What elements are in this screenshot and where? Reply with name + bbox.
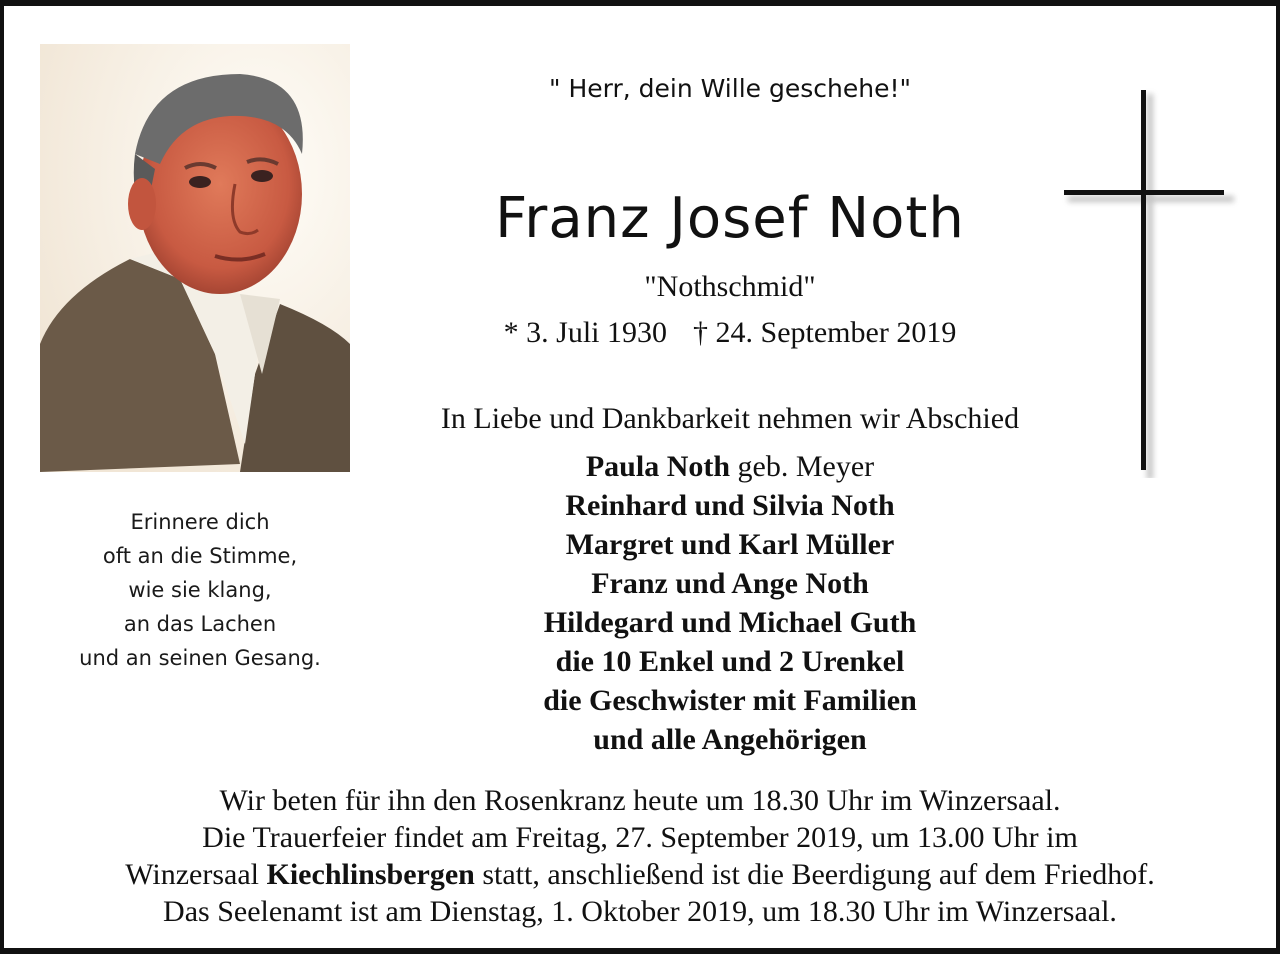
notice-text: Winzersaal	[125, 858, 267, 891]
life-dates	[400, 316, 1060, 350]
mourner-name: die Geschwister mit Familien	[543, 684, 917, 717]
cross-icon	[1060, 88, 1260, 478]
poem-line: und an seinen Gesang.	[79, 646, 321, 670]
poem-line: an das Lachen	[123, 612, 277, 636]
deceased-name: Franz Josef Noth	[495, 186, 965, 251]
death-date: † 24. September 2019	[693, 316, 957, 349]
mourner-line	[400, 525, 1060, 564]
mourner-name: und alle Angehörigen	[593, 723, 867, 756]
mourner-name: Paula Noth	[585, 450, 731, 483]
mourner-name: Reinhard und Silvia Noth	[565, 489, 895, 522]
poem-line: wie sie klang,	[128, 578, 272, 602]
deceased-nickname: "Nothschmid"	[644, 270, 816, 303]
birth-date: * 3. Juli 1930	[503, 316, 668, 349]
poem	[40, 505, 360, 675]
mourner-line	[400, 447, 1060, 486]
motto: " Herr, dein Wille geschehe!"	[549, 74, 911, 103]
mourner-name: Margret und Karl Müller	[565, 528, 895, 561]
mourner-line	[400, 486, 1060, 525]
mourner-maiden-name: geb. Meyer	[730, 450, 875, 483]
place-name: Kiechlinsbergen	[266, 858, 475, 891]
poem-line: Erinnere dich	[130, 510, 270, 534]
mourner-line	[400, 681, 1060, 720]
mourner-name: Franz und Ange Noth	[591, 567, 869, 600]
mourner-line	[400, 603, 1060, 642]
notice-line: Das Seelenamt ist am Dienstag, 1. Oktober 2019, um 18.30 Uhr im Winzersaal.	[163, 895, 1117, 928]
mourners-list	[400, 447, 1060, 759]
mourner-line	[400, 642, 1060, 681]
notice-line: Die Trauerfeier findet am Freitag, 27. September 2019, um 13.00 Uhr im	[202, 821, 1078, 854]
service-notice	[20, 782, 1260, 930]
mourner-line	[400, 720, 1060, 759]
portrait-photo	[40, 44, 350, 472]
farewell-intro: In Liebe und Dankbarkeit nehmen wir Abschied	[440, 402, 1020, 435]
notice-line: Wir beten für ihn den Rosenkranz heute um 18.30 Uhr im Winzersaal.	[219, 784, 1061, 817]
mourner-name: Hildegard und Michael Guth	[543, 606, 917, 639]
mourner-line	[400, 564, 1060, 603]
notice-text: statt, anschließend ist die Beerdigung auf dem Friedhof.	[474, 858, 1155, 891]
notice-line	[20, 856, 1260, 893]
mourner-name: die 10 Enkel und 2 Urenkel	[555, 645, 905, 678]
poem-line: oft an die Stimme,	[102, 544, 298, 568]
